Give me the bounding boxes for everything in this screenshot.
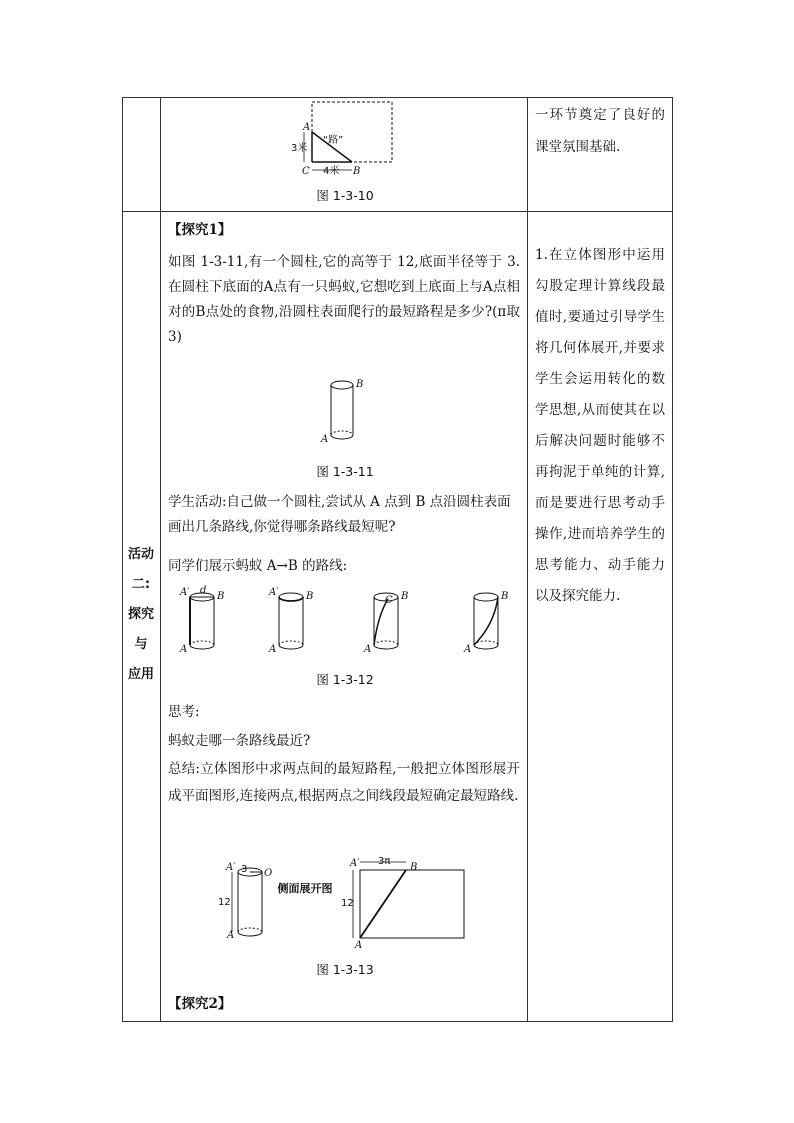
activity-label-1: 活动 <box>127 547 154 562</box>
explore2-heading: 【探究2】 <box>168 996 232 1012</box>
table-divider-col2 <box>527 97 528 1022</box>
figure-caption-1-3-13: 图 1-3-13 <box>316 962 374 977</box>
table-border-bottom <box>122 1021 673 1022</box>
svg-text:B: B <box>410 862 418 873</box>
figure-1-3-12-cylinder-1 <box>178 585 238 657</box>
figure-caption-1-3-10: 图 1-3-10 <box>316 188 374 203</box>
explore1-problem: 如图 1-3-11,有一个圆柱,它的高等于 12,底面半径等于 3.在圆柱下底面的A点有一只蚂蚁,它想吃到上底面上与A点相对的B点处的食物,沿圆柱表面爬行的最短路程是多少?(π取 3) <box>168 254 520 345</box>
figure-caption-1-3-11: 图 1-3-11 <box>316 464 374 479</box>
svg-text:O: O <box>264 868 273 879</box>
summary-text: 总结:立体图形中求两点间的最短路程,一般把立体图形展开成平面图形,连接两点,根据两点之间线段最短确定最短路线. <box>168 761 520 804</box>
figure-1-3-12-cylinder-3 <box>360 585 420 657</box>
activity-label-5: 应用 <box>127 667 154 682</box>
svg-text:B: B <box>501 591 509 602</box>
svg-text:A′: A′ <box>180 587 190 598</box>
fig11-label-B: B <box>356 379 364 390</box>
figure-1-3-13-cylinder <box>218 860 298 945</box>
svg-text:C: C <box>385 595 393 606</box>
figure-1-3-12-cylinder-2 <box>265 585 325 657</box>
svg-text:A: A <box>180 644 188 655</box>
table-divider-col1 <box>160 97 161 1022</box>
svg-text:A′: A′ <box>350 858 360 869</box>
svg-text:A: A <box>269 644 277 655</box>
fig10-label-A: A <box>303 122 311 133</box>
top-right-note: 一环节奠定了良好的课堂氛围基础. <box>535 107 665 155</box>
table-border-top <box>122 97 673 98</box>
svg-text:d: d <box>200 585 207 596</box>
table-border-right <box>672 97 673 1022</box>
table-border-left <box>122 97 123 1022</box>
student-activity-text: 学生活动:自己做一个圆柱,尝试从 A 点到 B 点沿圆柱表面画出几条路线,你觉得哪条路线最短呢? <box>168 494 511 535</box>
activity-label-4: 与 <box>134 637 148 652</box>
svg-text:A′: A′ <box>226 862 236 873</box>
figure-1-3-10 <box>290 99 400 181</box>
svg-text:3π: 3π <box>378 856 391 867</box>
svg-text:12: 12 <box>218 897 231 908</box>
fig10-label-road: “路” <box>323 135 344 146</box>
explore1-heading: 【探究1】 <box>168 222 232 238</box>
fig10-label-width: 4米 <box>323 166 340 177</box>
figure-caption-1-3-12: 图 1-3-12 <box>316 672 374 687</box>
show-routes-text: 同学们展示蚂蚁 A→B 的路线: <box>168 558 348 574</box>
svg-text:A: A <box>227 930 235 941</box>
svg-text:A: A <box>355 940 363 951</box>
svg-text:12: 12 <box>341 898 354 909</box>
activity-label-3: 探究 <box>127 607 154 622</box>
think-label: 思考: <box>168 704 200 720</box>
svg-text:3: 3 <box>241 864 248 875</box>
figure-1-3-12-cylinder-4 <box>460 585 520 657</box>
svg-text:B: B <box>306 591 314 602</box>
fig10-label-B: B <box>353 166 361 177</box>
svg-text:A: A <box>364 644 372 655</box>
svg-text:A′: A′ <box>269 587 279 598</box>
svg-text:B: B <box>401 591 409 602</box>
fig11-label-A: A <box>321 434 329 445</box>
unfold-label: 侧面展开图 <box>277 882 333 895</box>
table-divider-row1 <box>122 211 673 212</box>
figure-1-3-13-unfolded-rect <box>340 856 470 951</box>
svg-text:A: A <box>464 644 472 655</box>
think-question: 蚂蚁走哪一条路线最近? <box>168 733 311 749</box>
fig10-label-height: 3米 <box>291 143 308 154</box>
figure-1-3-11-cylinder <box>318 375 378 450</box>
svg-text:B: B <box>217 591 225 602</box>
right-note: 1.在立体图形中运用勾股定理计算线段最值时,要通过引导学生将几何体展开,并要求学生会运用转化的数学思想,从而使其在以后解决问题时能够不再拘泥于单纯的计算,而是要进行思考动手操作,进而培养学生的思考能力、动手能力以及探究能力. <box>535 247 665 604</box>
fig10-label-C: C <box>302 166 310 177</box>
activity-label-2: 二: <box>131 577 151 592</box>
